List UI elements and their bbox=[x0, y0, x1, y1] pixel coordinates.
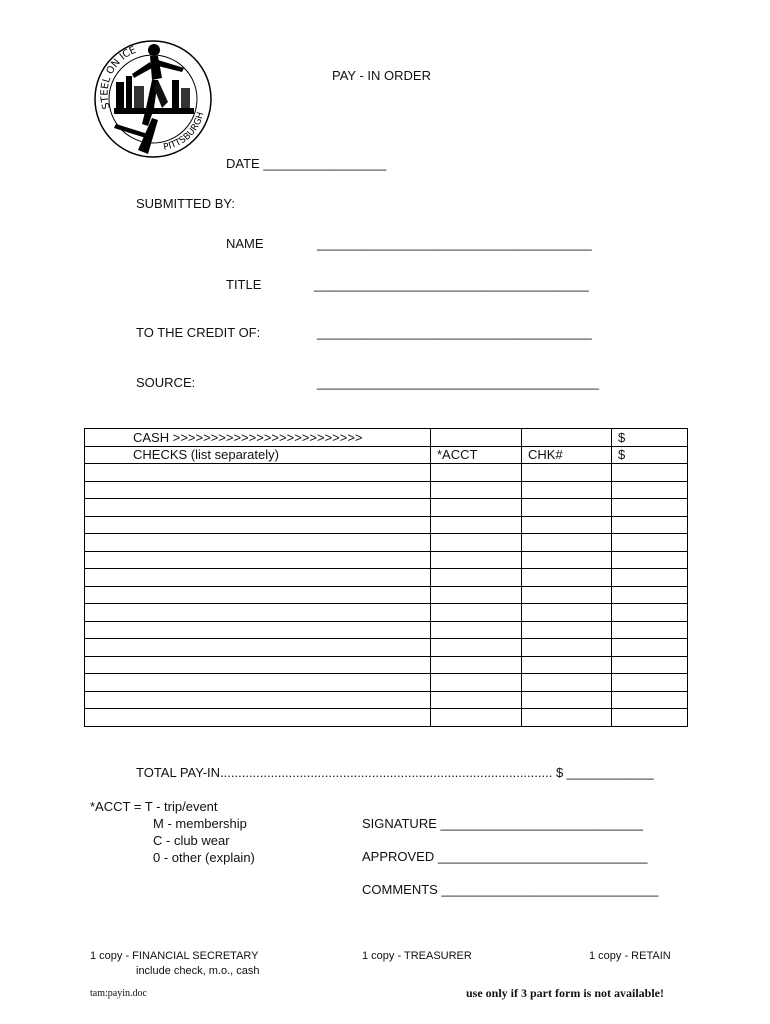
check-number-cell[interactable] bbox=[522, 586, 612, 604]
ledger-row bbox=[85, 586, 688, 604]
amount-cell[interactable]: $ bbox=[612, 446, 688, 464]
check-number-cell[interactable] bbox=[522, 674, 612, 692]
check-number-cell[interactable] bbox=[522, 691, 612, 709]
comments-field[interactable]: COMMENTS ______________________________ bbox=[362, 882, 659, 897]
check-number-cell[interactable] bbox=[522, 709, 612, 727]
approved-field[interactable]: APPROVED _____________________________ bbox=[362, 849, 648, 864]
description-cell[interactable] bbox=[85, 569, 431, 587]
acct-legend-item: 0 - other (explain) bbox=[153, 850, 255, 865]
svg-text:PITTSBURGH: PITTSBURGH bbox=[162, 111, 207, 153]
ledger-row bbox=[85, 674, 688, 692]
acct-cell[interactable] bbox=[431, 586, 522, 604]
ledger-row bbox=[85, 691, 688, 709]
acct-legend-item: M - membership bbox=[153, 816, 247, 831]
ledger-row bbox=[85, 516, 688, 534]
description-cell[interactable]: CHECKS (list separately) bbox=[85, 446, 431, 464]
acct-legend-heading: *ACCT = T - trip/event bbox=[90, 799, 218, 814]
acct-cell[interactable] bbox=[431, 621, 522, 639]
description-cell[interactable] bbox=[85, 516, 431, 534]
description-cell[interactable] bbox=[85, 604, 431, 622]
amount-cell[interactable] bbox=[612, 709, 688, 727]
amount-cell[interactable] bbox=[612, 604, 688, 622]
amount-cell[interactable] bbox=[612, 621, 688, 639]
description-cell[interactable] bbox=[85, 481, 431, 499]
ledger-row bbox=[85, 604, 688, 622]
check-number-cell[interactable] bbox=[522, 534, 612, 552]
check-number-cell[interactable] bbox=[522, 639, 612, 657]
acct-cell[interactable] bbox=[431, 691, 522, 709]
check-number-cell[interactable] bbox=[522, 481, 612, 499]
amount-cell[interactable] bbox=[612, 516, 688, 534]
amount-cell[interactable] bbox=[612, 656, 688, 674]
page-title: PAY - IN ORDER bbox=[332, 68, 431, 83]
ledger-row bbox=[85, 569, 688, 587]
check-number-cell[interactable] bbox=[522, 429, 612, 447]
description-cell[interactable] bbox=[85, 551, 431, 569]
ledger-row bbox=[85, 481, 688, 499]
acct-legend-item: C - club wear bbox=[153, 833, 230, 848]
amount-cell[interactable] bbox=[612, 551, 688, 569]
submitted-by-label: SUBMITTED BY: bbox=[136, 196, 235, 211]
description-cell[interactable]: CASH >>>>>>>>>>>>>>>>>>>>>>>>> bbox=[85, 429, 431, 447]
acct-cell[interactable] bbox=[431, 674, 522, 692]
description-cell[interactable] bbox=[85, 656, 431, 674]
svg-text:STEEL ON ICE: STEEL ON ICE bbox=[99, 44, 138, 111]
ledger-row bbox=[85, 464, 688, 482]
copy-financial-note: include check, m.o., cash bbox=[136, 965, 260, 977]
ledger-row bbox=[85, 429, 688, 447]
copy-financial-secretary: 1 copy - FINANCIAL SECRETARY bbox=[90, 950, 259, 962]
credit-of-label: TO THE CREDIT OF: bbox=[136, 325, 261, 340]
ledger-row bbox=[85, 499, 688, 517]
check-number-cell[interactable] bbox=[522, 656, 612, 674]
acct-cell[interactable] bbox=[431, 516, 522, 534]
title-field[interactable]: ______________________________________ bbox=[314, 277, 589, 292]
amount-cell[interactable] bbox=[612, 674, 688, 692]
description-cell[interactable] bbox=[85, 639, 431, 657]
description-cell[interactable] bbox=[85, 709, 431, 727]
check-number-cell[interactable] bbox=[522, 516, 612, 534]
description-cell[interactable] bbox=[85, 621, 431, 639]
copy-retain: 1 copy - RETAIN bbox=[589, 950, 671, 962]
form-warning-note: use only if 3 part form is not available! bbox=[466, 986, 664, 1000]
acct-cell[interactable]: *ACCT bbox=[431, 446, 522, 464]
check-number-cell[interactable] bbox=[522, 499, 612, 517]
date-field[interactable]: DATE _________________ bbox=[226, 156, 387, 171]
check-number-cell[interactable] bbox=[522, 569, 612, 587]
description-cell[interactable] bbox=[85, 534, 431, 552]
amount-cell[interactable]: $ bbox=[612, 429, 688, 447]
acct-cell[interactable] bbox=[431, 604, 522, 622]
ledger-row bbox=[85, 534, 688, 552]
amount-cell[interactable] bbox=[612, 586, 688, 604]
source-field[interactable]: _______________________________________ bbox=[317, 375, 599, 390]
acct-cell[interactable] bbox=[431, 569, 522, 587]
acct-cell[interactable] bbox=[431, 499, 522, 517]
amount-cell[interactable] bbox=[612, 499, 688, 517]
check-number-cell[interactable] bbox=[522, 464, 612, 482]
copy-treasurer: 1 copy - TREASURER bbox=[362, 950, 472, 962]
payment-ledger-table bbox=[84, 428, 688, 727]
ledger-row bbox=[85, 656, 688, 674]
acct-cell[interactable] bbox=[431, 464, 522, 482]
acct-cell[interactable] bbox=[431, 429, 522, 447]
amount-cell[interactable] bbox=[612, 569, 688, 587]
description-cell[interactable] bbox=[85, 674, 431, 692]
ledger-row bbox=[85, 639, 688, 657]
amount-cell[interactable] bbox=[612, 534, 688, 552]
ledger-row bbox=[85, 621, 688, 639]
acct-cell[interactable] bbox=[431, 551, 522, 569]
total-pay-in-field[interactable]: TOTAL PAY-IN............................................................................................ $ ____________ bbox=[136, 765, 654, 780]
acct-cell[interactable] bbox=[431, 481, 522, 499]
title-label: TITLE bbox=[226, 277, 262, 292]
check-number-cell[interactable]: CHK# bbox=[522, 446, 612, 464]
check-number-cell[interactable] bbox=[522, 621, 612, 639]
steel-on-ice-logo bbox=[92, 38, 214, 160]
amount-cell[interactable] bbox=[612, 691, 688, 709]
check-number-cell[interactable] bbox=[522, 604, 612, 622]
acct-cell[interactable] bbox=[431, 709, 522, 727]
name-label: NAME bbox=[226, 236, 264, 251]
description-cell[interactable] bbox=[85, 691, 431, 709]
signature-field[interactable]: SIGNATURE ____________________________ bbox=[362, 816, 643, 831]
description-cell[interactable] bbox=[85, 586, 431, 604]
acct-cell[interactable] bbox=[431, 656, 522, 674]
ledger-row bbox=[85, 551, 688, 569]
acct-cell[interactable] bbox=[431, 639, 522, 657]
description-cell[interactable] bbox=[85, 499, 431, 517]
check-number-cell[interactable] bbox=[522, 551, 612, 569]
credit-of-field[interactable]: ______________________________________ bbox=[317, 325, 592, 340]
ledger-row bbox=[85, 446, 688, 464]
amount-cell[interactable] bbox=[612, 639, 688, 657]
document-filename: tam:payin.doc bbox=[90, 988, 147, 999]
ledger-row bbox=[85, 709, 688, 727]
acct-cell[interactable] bbox=[431, 534, 522, 552]
amount-cell[interactable] bbox=[612, 464, 688, 482]
source-label: SOURCE: bbox=[136, 375, 196, 390]
name-field[interactable]: ______________________________________ bbox=[317, 236, 592, 251]
amount-cell[interactable] bbox=[612, 481, 688, 499]
description-cell[interactable] bbox=[85, 464, 431, 482]
